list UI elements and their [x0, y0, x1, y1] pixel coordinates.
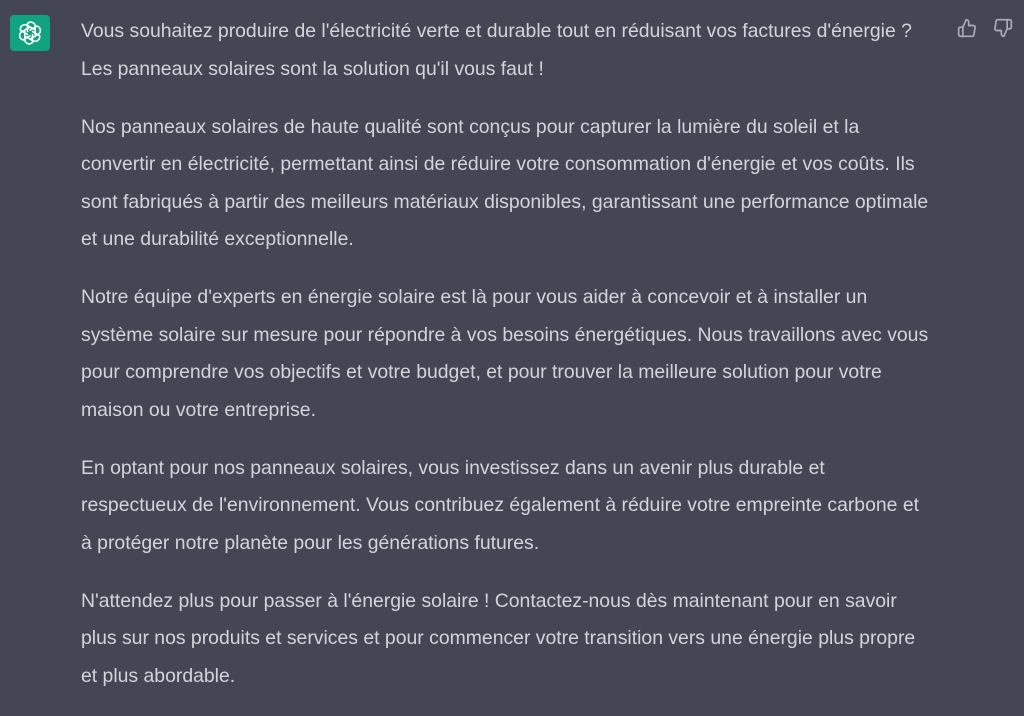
message-paragraph: N'attendez plus pour passer à l'énergie solaire ! Contactez-nous dès maintenant pour en savoir plus sur nos produits et services et pour commencer votre transition vers une énergie plus propre et plus abordable. — [81, 589, 916, 687]
thumbs-down-icon — [993, 18, 1013, 38]
message-paragraph: En optant pour nos panneaux solaires, vous investissez dans un avenir plus durable et respectueux de l'environnement. Vous contribuez également à réduire votre empreinte carbone et à protéger notre planète pour les générations futures. — [81, 456, 920, 554]
message-paragraph: Vous souhaitez produire de l'électricité verte et durable tout en réduisant vos factures d'énergie ? Les panneaux solaires sont la solution qu'il vous faut ! — [81, 20, 912, 80]
thumbs-up-button[interactable] — [956, 17, 978, 39]
thumbs-up-icon — [957, 18, 977, 38]
thumbs-down-button[interactable] — [992, 17, 1014, 39]
assistant-avatar — [10, 15, 50, 51]
openai-logo-icon — [17, 20, 43, 46]
message-content — [81, 13, 931, 716]
feedback-buttons — [956, 17, 1014, 39]
message-paragraph: Notre équipe d'experts en énergie solaire est là pour vous aider à concevoir et à installer un système solaire sur mesure pour répondre à vos besoins énergétiques. Nous travaillons avec vous pour comprendre vos objectifs et votre budget, et pour trouver la meilleure solution pour votre maison ou votre entreprise. — [81, 286, 929, 421]
message-paragraph: Nos panneaux solaires de haute qualité sont conçus pour capturer la lumière du soleil et la convertir en électricité, permettant ainsi de réduire votre consommation d'énergie et vos coûts. Ils sont fabriqués à partir des meilleurs matériaux disponibles, garantissant une performance optimale et une durabilité exceptionnelle. — [81, 115, 929, 250]
